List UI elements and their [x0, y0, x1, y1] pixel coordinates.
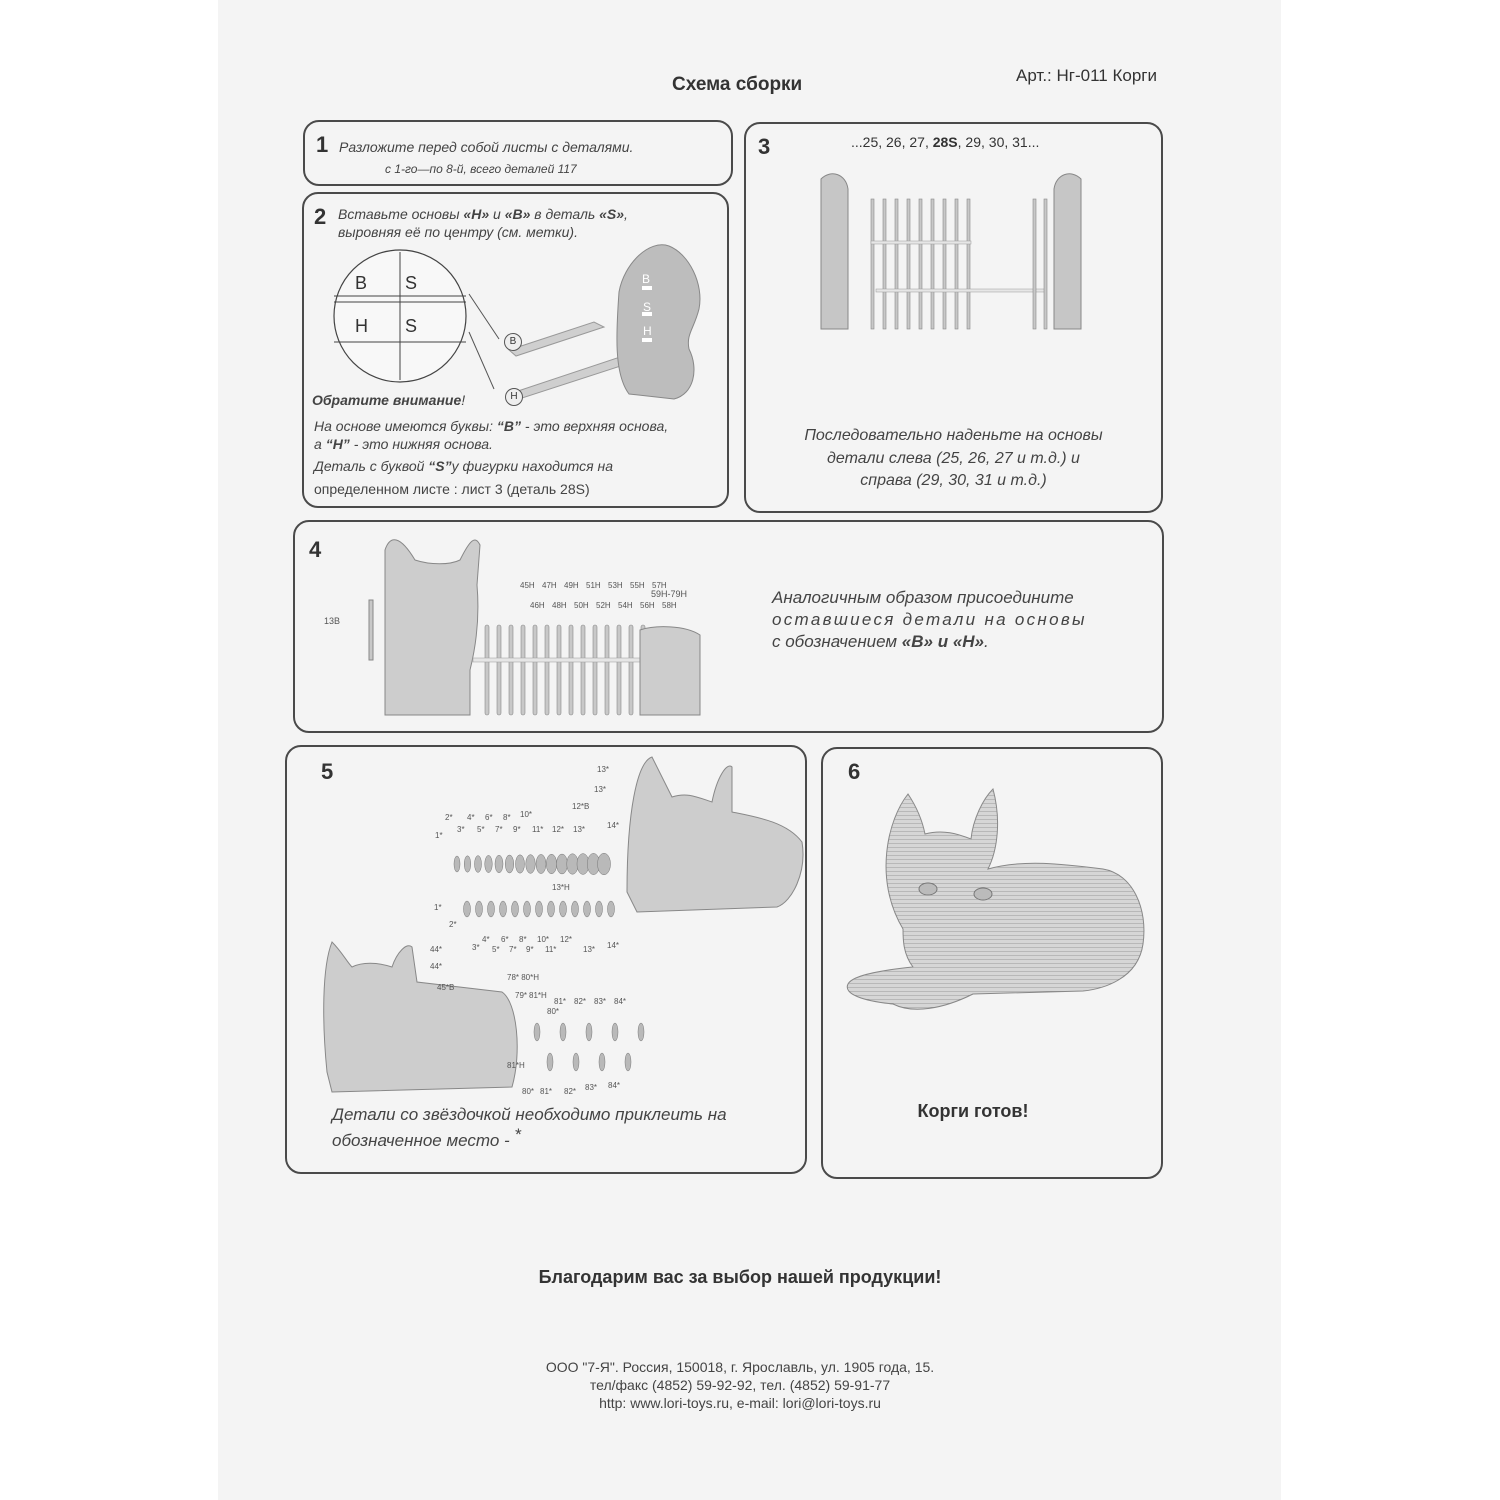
part-label: 3* [472, 943, 480, 952]
part-label-bottom: 52H [596, 601, 611, 610]
part-label: 13* [597, 765, 610, 774]
part-label-top: 45H [520, 581, 535, 590]
glued-slice-top [598, 853, 611, 875]
glued-slice-rear [573, 1053, 579, 1071]
part-label: 13* [583, 945, 596, 954]
head-end-piece [821, 174, 848, 329]
step-1-subtext: с 1-го—по 8-й, всего деталей 117 [385, 162, 577, 176]
slice-part [533, 625, 537, 715]
base-bar [473, 658, 643, 662]
footer-address: ООО "7-Я". Россия, 150018, г. Ярославль, ул. 1905 года, 15. [545, 1359, 935, 1375]
part-label: 84* [608, 1081, 621, 1090]
glued-slice-bottom [572, 901, 579, 917]
slice-part [557, 625, 561, 715]
step-number: 2 [314, 204, 327, 229]
glued-slice-bottom [536, 901, 543, 917]
glued-slice-top [526, 855, 536, 874]
part-label-bottom: 54H [618, 601, 633, 610]
zoom-label-b: B [355, 273, 368, 293]
glued-slice-bottom [524, 901, 531, 917]
glued-slice-bottom [584, 901, 591, 917]
step-4-parts-illustration [355, 530, 715, 725]
glued-slice-rear [625, 1053, 631, 1071]
part-label-top: 55H [630, 581, 645, 590]
glued-slice-bottom [512, 901, 519, 917]
glued-slice-rear [534, 1023, 540, 1041]
part-label: 82* [574, 997, 587, 1006]
step-number: 4 [309, 537, 322, 562]
slice-part [895, 199, 898, 329]
part-label-13b: 13B [324, 616, 341, 626]
footer-phones: тел/факс (4852) 59-92-92, тел. (4852) 59-91-77 [589, 1377, 891, 1393]
page-title: Схема сборки [672, 74, 803, 95]
slice-part [1033, 199, 1036, 329]
step-3-text-1: Последовательно наденьте на основы [804, 427, 1103, 444]
slice-part [509, 625, 513, 715]
glued-slice-top [454, 856, 460, 872]
attention-heading: Обратите внимание! [312, 392, 466, 408]
part-label: 13* [573, 825, 586, 834]
part-13b [369, 600, 373, 660]
step-4-panel [293, 520, 1164, 733]
step-4-text-3: с обозначением «В» и «Н». [772, 632, 989, 651]
part-label: 2* [449, 920, 457, 929]
step-5-note-1: Детали со звёздочкой необходимо приклеить на [332, 1105, 727, 1124]
part-label: 83* [585, 1083, 598, 1092]
slice-part [907, 199, 910, 329]
step-5-panel [285, 745, 807, 1174]
glued-slice-rear [586, 1023, 592, 1041]
part-label-top: 51H [586, 581, 601, 590]
part-label: 4* [482, 935, 490, 944]
corgi-head-assembly [385, 540, 480, 715]
part-label: 10* [520, 810, 533, 819]
step-3-panel [744, 122, 1163, 513]
step-3-text-3: справа (29, 30, 31 и т.д.) [860, 472, 1047, 489]
part-sequence: ...25, 26, 27, 28S, 29, 30, 31... [851, 134, 1040, 150]
tail-end-piece [1054, 174, 1081, 329]
part-label: 4* [467, 813, 475, 822]
step-4-text-2: оставшиеся детали на основы [772, 610, 1087, 629]
part-label: 5* [477, 825, 485, 834]
part-label: 44* [430, 945, 443, 954]
part-label: 10* [537, 935, 550, 944]
part-label-bottom: 48H [552, 601, 567, 610]
part-label: 7* [495, 825, 503, 834]
step-number: 1 [316, 132, 329, 157]
step-6-panel [821, 747, 1163, 1179]
part-label-bottom: 58H [662, 601, 677, 610]
part-label-bottom: 46H [530, 601, 545, 610]
slice-part [545, 625, 549, 715]
part-label: 83* [594, 997, 607, 1006]
step-number: 5 [321, 759, 334, 784]
slice-part [883, 199, 886, 329]
glued-slice-top [505, 855, 514, 873]
part-label: 11* [532, 825, 544, 834]
step-3-text-2: детали слева (25, 26, 27 и т.д.) и [827, 450, 1080, 467]
part-label: 7* [509, 945, 517, 954]
part-label: 9* [526, 945, 534, 954]
glued-slice-top [516, 855, 525, 873]
slice-part [485, 625, 489, 715]
part-label-bottom: 50H [574, 601, 589, 610]
step-2-panel [302, 192, 729, 508]
zoom-label-h: H [355, 316, 368, 336]
part-label: 81*H [529, 991, 547, 1000]
slice-part [617, 625, 621, 715]
part-label: 8* [503, 813, 511, 822]
glued-slice-top [475, 856, 482, 873]
glued-slice-rear [547, 1053, 553, 1071]
glued-slice-top [567, 854, 579, 874]
part-label-top: 53H [608, 581, 623, 590]
glued-slice-bottom [608, 901, 615, 917]
part-label-s: S [643, 300, 652, 314]
glued-slice-top [485, 855, 493, 872]
slice-part [931, 199, 934, 329]
zoom-label-s-top: S [405, 273, 418, 293]
step-3-parts-illustration [816, 169, 1086, 334]
part-label: 44* [430, 962, 443, 971]
zoom-label-s-bottom: S [405, 316, 418, 336]
part-label: 81*H [507, 1061, 525, 1070]
corgi-rear-assembly [640, 627, 700, 715]
slice-part [569, 625, 573, 715]
zoom-circle-illustration [330, 246, 470, 386]
slice-part [629, 625, 633, 715]
glued-slice-bottom [464, 901, 471, 917]
slice-part [581, 625, 585, 715]
glued-slice-bottom [500, 901, 507, 917]
part-label: 12* [552, 825, 565, 834]
step-number: 6 [848, 759, 861, 784]
slice-part [871, 199, 874, 329]
glued-slice-top [546, 854, 557, 874]
part-label: 13*H [552, 883, 570, 892]
step-1-panel [303, 120, 733, 186]
attention-note-1: На основе имеются буквы: “В” - это верхняя основа, [314, 418, 669, 434]
glued-slice-bottom [548, 901, 555, 917]
part-label: 82* [564, 1087, 577, 1096]
step-number: 3 [758, 134, 771, 159]
base-bar-b [871, 241, 971, 244]
part-label-top: 49H [564, 581, 579, 590]
corgi-ready-caption: Корги готов! [917, 1101, 1029, 1121]
step-1-text: Разложите перед собой листы с деталями. [339, 139, 634, 155]
step-2-instruction-2: выровняя её по центру (см. метки). [338, 224, 578, 240]
slice-part [593, 625, 597, 715]
attention-note-3: Деталь с буквой “S”у фигурки находится на [314, 458, 613, 474]
corgi-back-assembly [324, 942, 517, 1092]
glued-slice-rear [638, 1023, 644, 1041]
slice-part [1044, 199, 1047, 329]
part-label: 81* [554, 997, 567, 1006]
glued-slice-bottom [560, 901, 567, 917]
part-label: 13* [594, 785, 607, 794]
part-label: 6* [485, 813, 493, 822]
base-bar-h [876, 289, 1046, 292]
part-label: 81* [540, 1087, 553, 1096]
part-label: 5* [492, 945, 500, 954]
footer-web: http: www.lori-toys.ru, e-mail: lori@lori-toys.ru [599, 1395, 881, 1411]
glued-slice-rear [599, 1053, 605, 1071]
glued-slice-top [464, 856, 471, 872]
attention-note-2: а “Н” - это нижняя основа. [314, 436, 493, 452]
slice-part [497, 625, 501, 715]
part-label: 1* [434, 903, 442, 912]
slice-part [521, 625, 525, 715]
attention-note-4: определенном листе : лист 3 (деталь 28S) [314, 481, 590, 497]
marker-b: B [504, 333, 522, 351]
thanks-message: Благодарим вас за выбор нашей продукции! [538, 1267, 942, 1287]
glued-slice-rear [560, 1023, 566, 1041]
glued-slice-bottom [476, 901, 483, 917]
glued-slice-rear [612, 1023, 618, 1041]
part-label-bottom: 56H [640, 601, 655, 610]
part-label: 11* [545, 945, 557, 954]
part-label: 84* [614, 997, 627, 1006]
step-5-note-2: обозначенное место - * [332, 1125, 522, 1150]
part-label: 3* [457, 825, 465, 834]
part-label: 12*B [572, 802, 590, 811]
marker-h: H [505, 388, 523, 406]
part-label: 80* [522, 1087, 535, 1096]
part-label: 9* [513, 825, 521, 834]
part-label: 14* [607, 941, 620, 950]
step-5-parts-illustration [307, 752, 807, 1107]
glued-slice-top [495, 855, 503, 873]
slice-part [955, 199, 958, 329]
part-label-range: 59H-79H [651, 589, 688, 599]
glued-slice-top [557, 854, 568, 874]
assembled-corgi-illustration [833, 779, 1163, 1049]
part-label-top: 57H [652, 581, 667, 590]
part-label: 14* [607, 821, 620, 830]
slice-part [919, 199, 922, 329]
part-label-top: 47H [542, 581, 557, 590]
article-number: Арт.: Нг-011 Корги [1016, 66, 1157, 85]
glued-slice-bottom [488, 901, 495, 917]
glued-slice-bottom [596, 901, 603, 917]
slice-part [967, 199, 970, 329]
part-label: 1* [435, 831, 443, 840]
corgi-front-assembly [627, 757, 803, 912]
base-parts-illustration [454, 234, 724, 414]
part-label: 12* [560, 935, 573, 944]
slice-part [605, 625, 609, 715]
step-4-text-1: Аналогичным образом присоедините [772, 588, 1074, 607]
part-label: 78* 80*H [507, 973, 540, 982]
glued-slice-top [536, 854, 546, 873]
part-label: 6* [501, 935, 509, 944]
part-label: 45*B [437, 983, 455, 992]
part-label-b: B [642, 272, 651, 286]
part-label: 8* [519, 935, 527, 944]
part-label: 80* [547, 1007, 560, 1016]
step-2-instruction: Вставьте основы «Н» и «В» в деталь «S», [338, 206, 628, 222]
part-label: 79* [515, 991, 528, 1000]
part-label-h: H [643, 324, 652, 338]
part-label: 2* [445, 813, 453, 822]
slice-part [943, 199, 946, 329]
